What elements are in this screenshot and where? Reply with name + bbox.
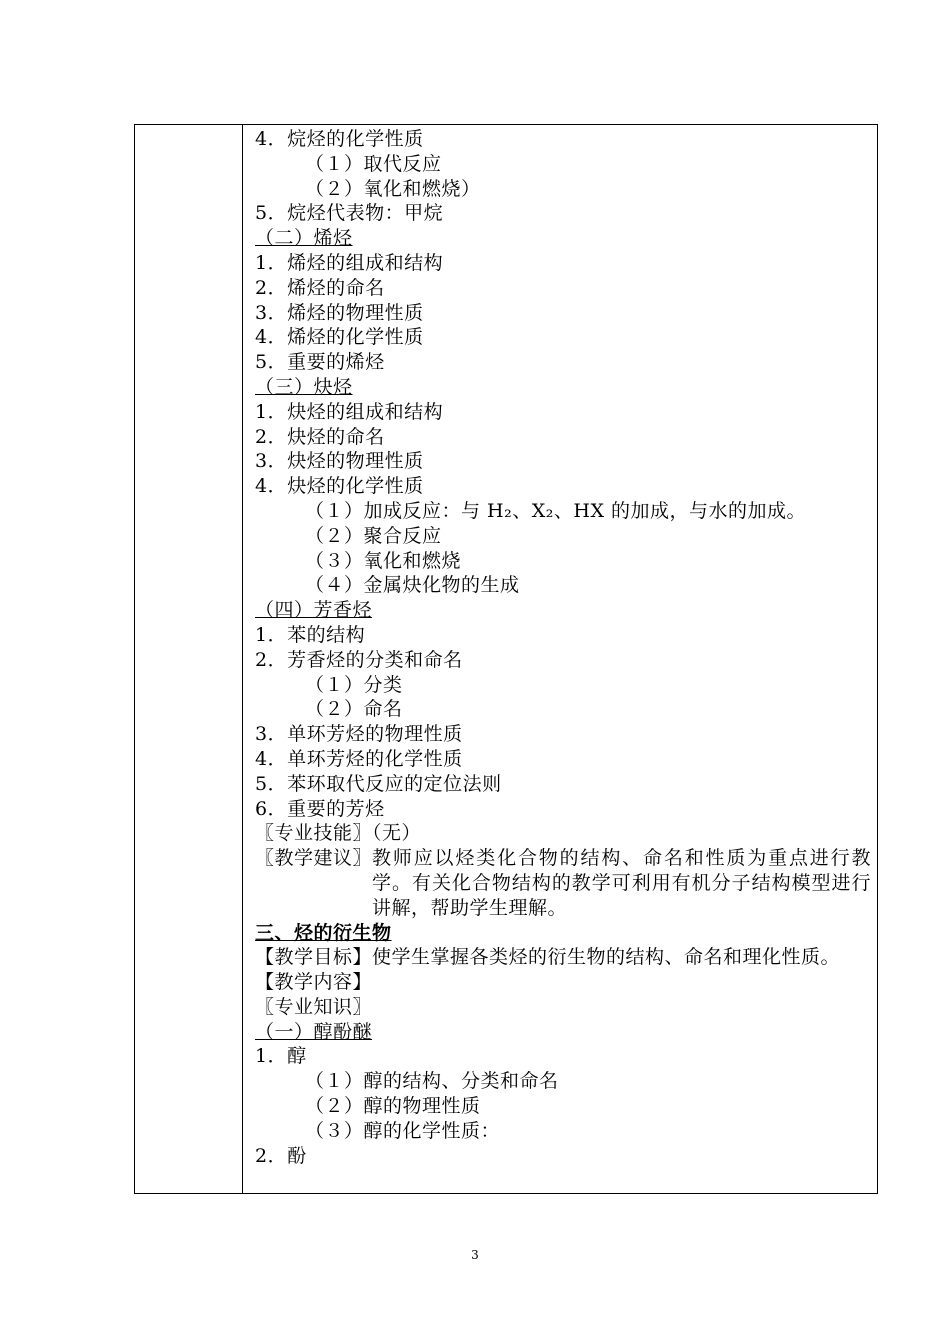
section-heading-text: （四）芳香烃 [255, 599, 373, 622]
list-item: （３）氧化和燃烧 [305, 549, 462, 572]
list-item: 4．炔烃的化学性质 [255, 475, 424, 498]
teaching-content-heading: 【教学内容】 [255, 971, 373, 994]
chapter-heading-text: 三、烃的衍生物 [255, 921, 392, 944]
table-content-cell [255, 127, 871, 1168]
list-item: 4．单环芳烃的化学性质 [255, 747, 463, 770]
teaching-suggestion-label: 〖教学建议〗 [255, 847, 373, 870]
list-item: 3．炔烃的物理性质 [255, 450, 424, 473]
list-item: （２）氧化和燃烧） [305, 177, 481, 200]
list-item: 4．烷烃的化学性质 [255, 128, 424, 150]
section-heading [255, 598, 871, 623]
professional-knowledge-heading: 〖专业知识〗 [255, 995, 373, 1018]
list-item: （１）加成反应：与 H₂、X₂、HX 的加成，与水的加成。 [305, 499, 807, 522]
teaching-objective-label: 【教学目标】 [255, 946, 373, 969]
section-heading-text: （三）炔烃 [255, 375, 353, 398]
teaching-objective-text: 使学生掌握各类烃的衍生物的结构、命名和理化性质。 [372, 946, 841, 969]
teaching-objective [255, 945, 871, 970]
syllabus-table [134, 124, 878, 1194]
list-item: 2．炔烃的命名 [255, 425, 385, 448]
list-item: 5．苯环取代反应的定位法则 [255, 772, 502, 795]
list-item: 2．芳香烃的分类和命名 [255, 648, 463, 671]
teaching-suggestion-text: 教师应以烃类化合物的结构、命名和性质为重点进行教学。有关化合物结构的教学可利用有机分子结构模型进行讲解，帮助学生理解。 [372, 847, 871, 919]
list-item: （１）醇的结构、分类和命名 [305, 1070, 559, 1093]
list-item: 2．酚 [255, 1144, 307, 1167]
list-item: 5．烷烃代表物：甲烷 [255, 202, 444, 225]
list-item: 1．苯的结构 [255, 623, 366, 646]
list-item: （２）命名 [305, 698, 403, 721]
section-heading [255, 375, 871, 400]
list-item: （２）醇的物理性质 [305, 1095, 481, 1118]
list-item: 6．重要的芳烃 [255, 797, 385, 820]
list-item: （２）聚合反应 [305, 524, 442, 547]
section-heading [255, 1020, 871, 1045]
list-item: 1．烯烃的组成和结构 [255, 251, 444, 274]
list-item: 3．单环芳烃的物理性质 [255, 723, 463, 746]
list-item: 1．醇 [255, 1045, 307, 1068]
list-item: （３）醇的化学性质： [305, 1119, 501, 1142]
professional-skills: 〖专业技能〗（无） [255, 822, 422, 845]
section-heading-text: （二）烯烃 [255, 227, 353, 250]
section-heading [255, 226, 871, 251]
list-item: 1．炔烃的组成和结构 [255, 400, 444, 423]
chapter-heading [255, 921, 871, 946]
list-item: （４）金属炔化物的生成 [305, 574, 520, 597]
list-item: （１）取代反应 [305, 152, 442, 175]
list-item: 2．烯烃的命名 [255, 276, 385, 299]
column-divider [242, 125, 243, 1193]
teaching-suggestion [255, 846, 871, 920]
list-item: 3．烯烃的物理性质 [255, 301, 424, 324]
page-number: 3 [471, 1248, 479, 1262]
list-item: 5．重要的烯烃 [255, 351, 385, 374]
list-item: 4．烯烃的化学性质 [255, 326, 424, 349]
list-item: （１）分类 [305, 673, 403, 696]
section-heading-text: （一）醇酚醚 [255, 1020, 373, 1043]
